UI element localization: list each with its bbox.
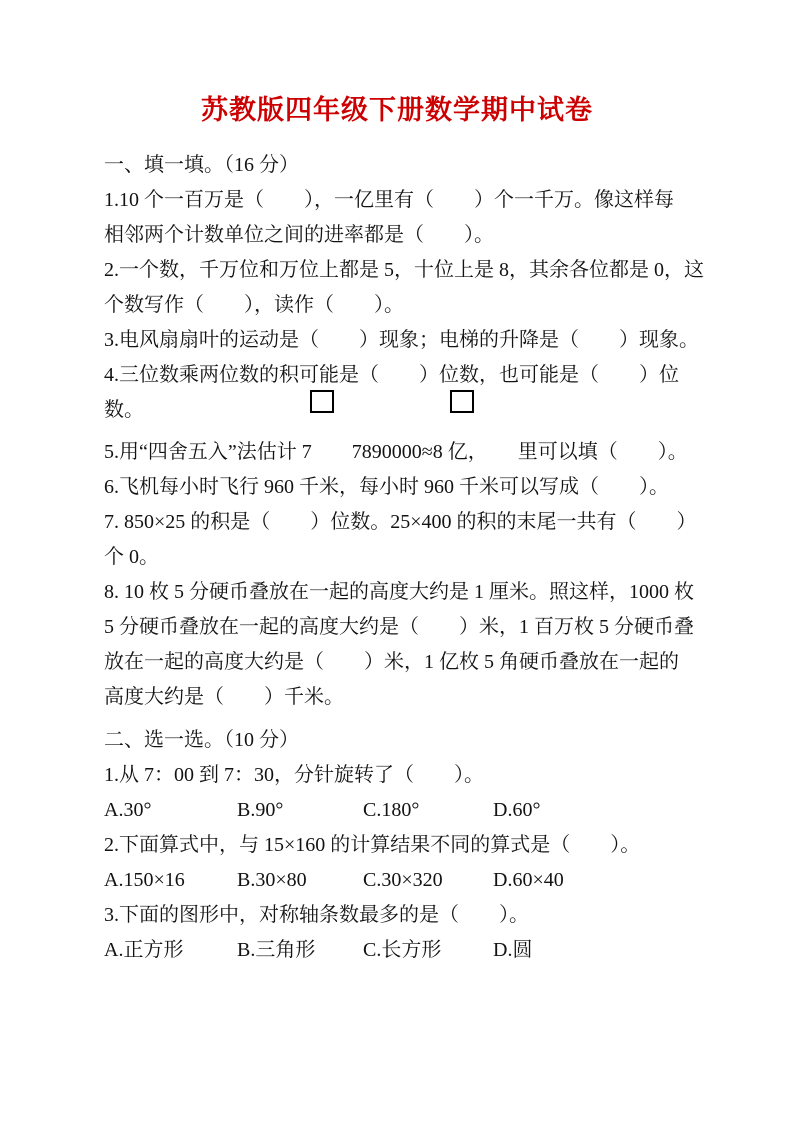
blank-square-box-2: [450, 390, 474, 413]
choice-q3-option-b: B.三角形: [237, 939, 316, 961]
q1-line-1: 1.10 个一百万是（ ），一亿里有（ ）个一千万。像这样每: [104, 189, 674, 211]
choice-q1-options-row: [104, 793, 690, 828]
q2-line-1: 2.一个数，千万位和万位上都是 5，十位上是 8，其余各位都是 0，这: [104, 259, 704, 281]
choice-q1-option-a: A.30°: [104, 799, 152, 821]
blank-square-box-1: [310, 390, 334, 413]
choice-q2-options-row: [104, 863, 690, 898]
choice-q2-option-c: C.30×320: [363, 869, 443, 891]
q8-line-2: 5 分硬币叠放在一起的高度大约是（ ）米，1 百万枚 5 分硬币叠: [104, 616, 694, 638]
choice-q2-option-b: B.30×80: [237, 869, 307, 891]
choice-q3-options-row: [104, 933, 690, 968]
choice-q1-option-d: D.60°: [493, 799, 541, 821]
choice-q1-line: 1.从 7：00 到 7：30，分针旋转了（ ）。: [104, 764, 484, 786]
q3-line: 3.电风扇扇叶的运动是（ ）现象；电梯的升降是（ ）现象。: [104, 329, 699, 351]
choice-q3-line: 3.下面的图形中，对称轴条数最多的是（ ）。: [104, 904, 529, 926]
q4-line-2-text: 数。: [104, 399, 144, 421]
choice-q3-option-d: D.圆: [493, 939, 533, 961]
q5-line: 5.用“四舍五入”法估计 7 7890000≈8 亿， 里可以填（ ）。: [104, 441, 688, 463]
choice-q2-option-a: A.150×16: [104, 869, 185, 891]
q4-line-1: 4.三位数乘两位数的积可能是（ ）位数，也可能是（ ）位: [104, 364, 679, 386]
q8-line-3: 放在一起的高度大约是（ ）米，1 亿枚 5 角硬币叠放在一起的: [104, 651, 679, 673]
choice-q2-option-d: D.60×40: [493, 869, 564, 891]
choice-q1-option-c: C.180°: [363, 799, 420, 821]
choice-q3-option-c: C.长方形: [363, 939, 442, 961]
choice-q1-option-b: B.90°: [237, 799, 284, 821]
q7-line-2: 个 0。: [104, 546, 159, 568]
exam-title: 苏教版四年级下册数学期中试卷: [201, 95, 593, 125]
q6-line: 6.飞机每小时飞行 960 千米，每小时 960 千米可以写成（ ）。: [104, 476, 669, 498]
q1-line-2: 相邻两个计数单位之间的进率都是（ ）。: [104, 224, 494, 246]
section2-heading: 二、选一选。（10 分）: [104, 729, 299, 751]
q4-line-2-with-boxes: [104, 393, 690, 435]
q8-line-1: 8. 10 枚 5 分硬币叠放在一起的高度大约是 1 厘米。照这样，1000 枚: [104, 581, 694, 603]
q2-line-2: 个数写作（ ），读作（ ）。: [104, 294, 404, 316]
choice-q2-line: 2.下面算式中，与 15×160 的计算结果不同的算式是（ ）。: [104, 834, 641, 856]
q7-line-1: 7. 850×25 的积是（ ）位数。25×400 的积的末尾一共有（ ）: [104, 511, 697, 533]
q8-line-4: 高度大约是（ ）千米。: [104, 686, 344, 708]
section1-heading: 一、填一填。（16 分）: [104, 154, 299, 176]
choice-q3-option-a: A.正方形: [104, 939, 184, 961]
